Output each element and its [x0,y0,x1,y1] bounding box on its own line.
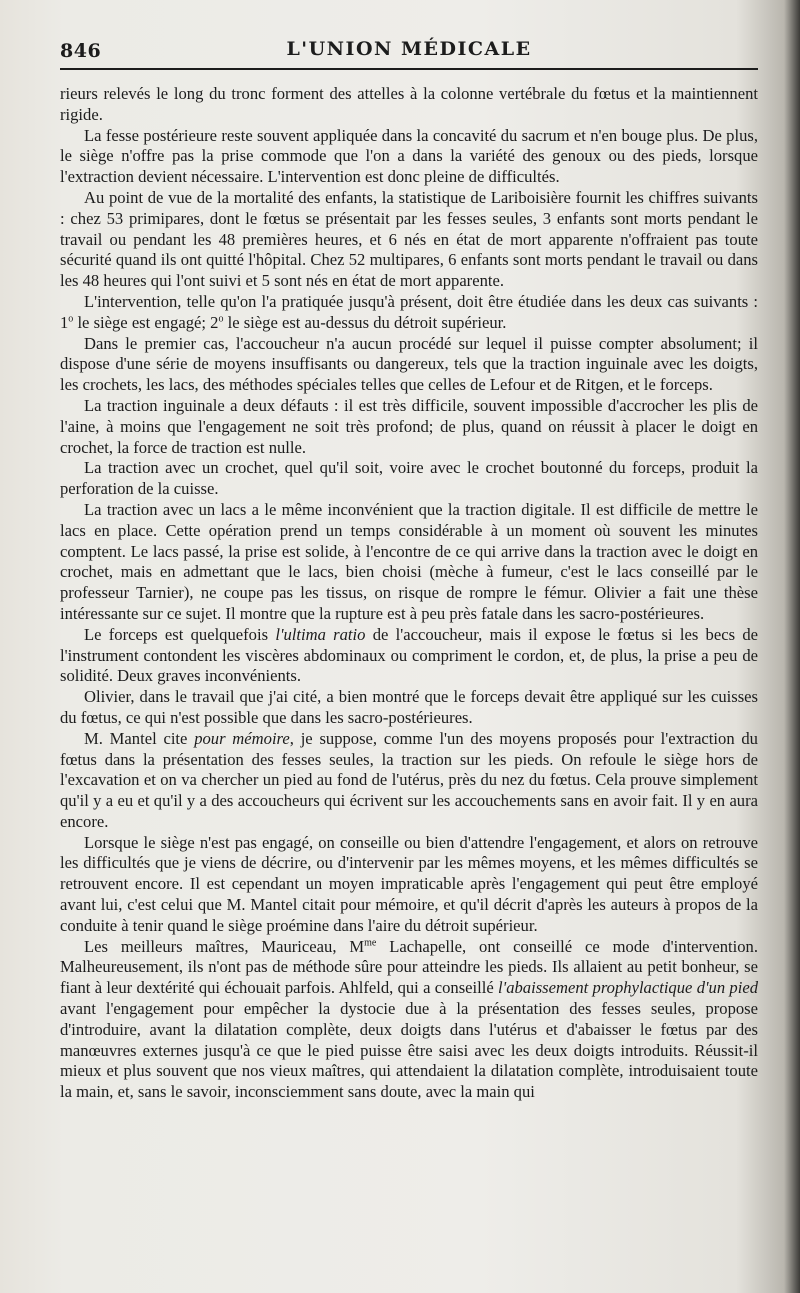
text-segment: de l'accoucheur, mais il expose le fœtus si les becs de l'instrument contondent les viscères abdominaux ou compriment le cordon, et, de plus, la prise a peu de solidité. Deux graves inconvénients. [60,624,758,686]
italic-text: l'ultima ratio [275,624,366,644]
text-segment: Les meilleurs maîtres, Mauriceau, M [84,936,365,956]
text-segment: avant l'engagement pour empêcher la dystocie due à la présentation des fesses seules, propose d'introduire, avant la dilatation complète, deux doigts dans l'utérus et d'abaisser le fœtus par des manœuvres externes jusqu'à ce que le pied puisse être saisi avec les deux doigts introduits. Réussit-il mieux et plus souvent que nos vieux maîtres, qui attendaient la dilatation complète, introduisaient toute la main, et, sans le savoir, inconsciemment sans doute, avec la main qui [60,999,758,1102]
paragraph-p5 [60,334,758,396]
italic-text: l'abaissement prophylactique d'un pied [498,978,759,998]
paragraph-p1 [60,84,758,126]
paragraph-p8 [60,500,758,625]
superscript: o [218,313,224,325]
running-header [60,38,758,66]
text-segment: , je suppose, comme l'un des moyens proposés pour l'extraction du fœtus dans la présentation des fesses seules, la traction sur les pieds. On refoule le siège hors de l'excavation et on va chercher un pied au fond de l'utérus, près du nez du fœtus. Cela prouve simplement qu'il y a eu et qu'il y a des accoucheurs qui écrivent sur les accouchements sans en avoir fait. Il y en aura encore. [60,728,758,831]
paragraph-p9 [60,625,758,687]
paragraph-p13 [60,937,758,1103]
paragraph-p11 [60,729,758,833]
journal-title: L'UNION MÉDICALE [286,38,532,60]
text-segment: Le forceps est quelquefois [84,624,276,644]
paragraph-p2 [60,126,758,188]
superscript: me [364,937,377,949]
header-rule [60,68,758,70]
paragraph-p3 [60,188,758,292]
text-segment: Lachapelle, ont conseillé ce mode d'intervention. Malheureusement, ils n'ont pas de méthode sûre pour atteindre les pieds. Ils allaient au petit bonheur, se fiant à leur dextérité qui échouait parfois. Ahlfeld, qui a conseillé [60,936,758,998]
paragraph-p4 [60,292,758,334]
paragraph-p12 [60,833,758,937]
text-segment: Olivier, dans le travail que j'ai cité, a bien montré que le forceps devait être appliqué sur les cuisses du fœtus, ce qui n'est possible que dans les sacro-postérieures. [60,687,758,727]
paragraph-p7 [60,458,758,500]
text-segment: La traction inguinale a deux défauts : il est très difficile, souvent impossible d'accrocher les plis de l'aine, à moins que l'engagement ne soit très profond; de plus, quand on réussit à placer le doigt en crochet, la force de traction est nulle. [60,395,758,457]
text-segment: La traction avec un lacs a le même inconvénient que la traction digitale. Il est difficile de mettre le lacs en place. Cette opération prend un temps considérable à un moment où souvent les minutes comptent. Le lacs passé, la prise est solide, à l'encontre de ce qui arrive dans la traction avec le doigt en crochet, mais en admettant que le lacs, bien choisi (mèche à fumeur, c'est le lacs conseillé par le professeur Tarnier), ne coupe pas les tissus, on risque de rompre le fémur. Olivier a fait une thèse intéressante sur ce sujet. Il montre que la rupture est à peu près fatale dans les sacro-postérieures. [60,499,758,623]
paragraph-p6 [60,396,758,458]
text-segment: Lorsque le siège n'est pas engagé, on conseille ou bien d'attendre l'engagement, et alors on retrouve les difficultés que je viens de décrire, ou d'intervenir par les mêmes moyens, et les mêmes difficultés se retrouvent encore. Il est cependant un moyen impraticable après l'engagement qui peut être employé avant lui, c'est celui que M. Mantel citait pour mémoire, et qu'il décrit d'après les auteurs à propos de la conduite à tenir quand le siège proémine dans l'aire du détroit supérieur. [60,832,758,935]
text-segment: La traction avec un crochet, quel qu'il soit, voire avec le crochet boutonné du forceps, produit la perforation de la cuisse. [60,458,758,499]
text-segment: le siège est engagé; 2 [73,312,219,332]
text-segment: rieurs relevés le long du tronc forment des attelles à la colonne vertébrale du fœtus et la maintiennent rigide. [60,84,758,124]
paragraph-p10 [60,687,758,729]
text-segment: le siège est au-dessus du détroit supérieur. [223,312,507,332]
text-segment: Dans le premier cas, l'accoucheur n'a aucun procédé sur lequel il puisse compter absolument; il dispose d'une série de moyens insuffisants ou dangereux, tels que la traction inguinale avec les doigts, les crochets, les lacs, des méthodes spéciales telles que celles de Lefour et de Ritgen, et le forceps. [60,333,758,395]
superscript: o [68,313,74,325]
text-segment: L'intervention, telle qu'on l'a pratiquée jusqu'à présent, doit être étudiée dans les deux cas suivants : 1 [60,291,758,332]
page-number: 846 [60,40,102,62]
text-segment: Au point de vue de la mortalité des enfants, la statistique de Lariboisière fournit les chiffres suivants : chez 53 primipares, dont le fœtus se présentait par les fesses seules, 3 enfants sont morts pendant le travail ou pendant les 48 premières heures, et 6 nés en état de mort apparente n'offraient pas toute sécurité quand ils ont quitté l'hôpital. Chez 52 multipares, 6 enfants sont morts pendant le travail ou dans les 48 heures qui l'ont suivi et 5 sont nés en état de mort apparente. [60,187,758,291]
text-segment: M. Mantel cite [84,728,195,748]
text-segment: La fesse postérieure reste souvent appliquée dans la concavité du sacrum et n'en bouge plus. De plus, le siège n'offre pas la prise commode que l'on a dans la variété des genoux ou des pieds, lorsque l'extraction devient nécessaire. L'intervention est donc pleine de difficultés. [60,125,758,187]
italic-text: pour mémoire [194,728,290,748]
article-body [60,84,758,1103]
